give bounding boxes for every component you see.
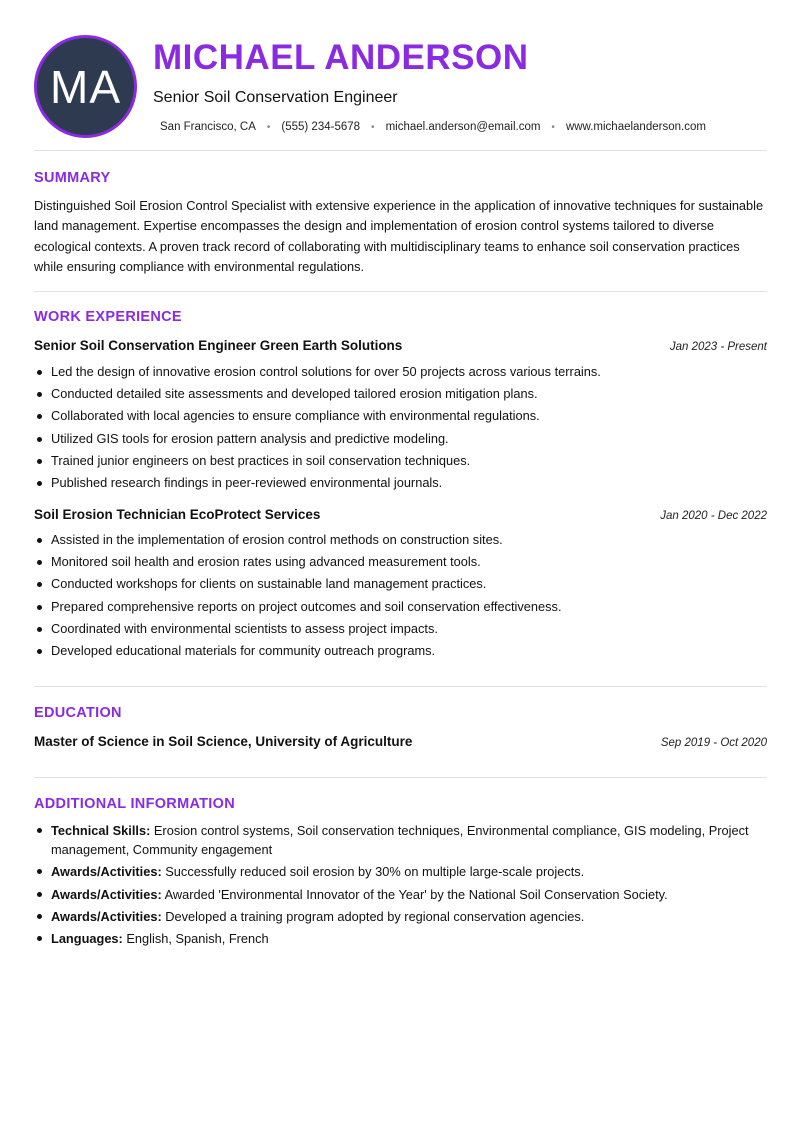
contact-location: San Francisco, CA [160, 121, 256, 133]
list-item [51, 885, 751, 904]
summary-text: Distinguished Soil Erosion Control Specialist with extensive experience in the application of innovative techniques for sustainable land management. Expertise encompasses the design and implementation of erosion control systems tailored to diverse ecological contexts. A proven track record of collaborating with multidisciplinary teams to enhance soil conservation practices while ensuring compliance with environmental regulations. [34, 198, 764, 274]
list-item [51, 862, 751, 881]
section-divider [34, 686, 767, 687]
job-header [34, 338, 767, 353]
job-role: Soil Erosion Technician EcoProtect Services [34, 507, 321, 522]
list-item: Utilized GIS tools for erosion pattern analysis and predictive modeling. [51, 428, 601, 450]
education-heading: EDUCATION [34, 705, 122, 721]
list-item [51, 821, 751, 859]
job-date: Jan 2020 - Dec 2022 [660, 510, 767, 522]
list-item: Trained junior engineers on best practices in soil conservation techniques. [51, 450, 601, 472]
list-item: Coordinated with environmental scientists to assess project impacts. [51, 618, 562, 640]
contact-separator: • [551, 121, 555, 133]
job-bullets [51, 361, 601, 494]
section-divider [34, 291, 767, 292]
contact-separator: • [266, 121, 271, 133]
additional-info-heading: ADDITIONAL INFORMATION [34, 796, 235, 812]
job-bullets [51, 529, 562, 662]
item-label: Languages: [51, 931, 123, 947]
list-item: Conducted detailed site assessments and developed tailored erosion mitigation plans. [51, 383, 601, 405]
candidate-name: MICHAEL ANDERSON [153, 38, 529, 77]
list-item: Assisted in the implementation of erosion control methods on construction sites. [51, 529, 562, 551]
item-text: Erosion control systems, Soil conservation techniques, Environmental compliance, GIS modeling, Project management, Community engagement [51, 823, 749, 857]
item-label: Technical Skills: [51, 823, 151, 838]
contact-email[interactable]: michael.anderson@email.com [385, 121, 541, 133]
list-item: Collaborated with local agencies to ensure compliance with environmental regulations. [51, 405, 601, 427]
list-item: Published research findings in peer-reviewed environmental journals. [51, 472, 601, 494]
contact-bar [160, 121, 706, 133]
section-divider [34, 150, 767, 151]
education-degree: Master of Science in Soil Science, University of Agriculture [34, 734, 413, 749]
contact-website[interactable]: www.michaelanderson.com [565, 121, 706, 133]
contact-phone: (555) 234-5678 [281, 121, 361, 133]
item-text: Awarded 'Environmental Innovator of the Year' by the National Soil Conservation Society. [161, 886, 668, 902]
job-role: Senior Soil Conservation Engineer Green Earth Solutions [34, 338, 403, 353]
list-item: Led the design of innovative erosion control solutions for over 50 projects across various terrains. [51, 361, 601, 383]
item-label: Awards/Activities: [51, 908, 162, 924]
avatar-initials: MA [50, 60, 121, 113]
item-text: Developed a training program adopted by regional conservation agencies. [161, 908, 585, 924]
item-text: Successfully reduced soil erosion by 30% on multiple large-scale projects. [161, 864, 585, 880]
avatar [34, 35, 137, 138]
list-item: Developed educational materials for community outreach programs. [51, 640, 562, 662]
list-item [51, 929, 751, 948]
additional-info-list [51, 821, 751, 951]
item-text: English, Spanish, French [122, 931, 269, 947]
item-label: Awards/Activities: [51, 886, 162, 902]
work-experience-heading: WORK EXPERIENCE [34, 309, 182, 325]
list-item: Conducted workshops for clients on sustainable land management practices. [51, 573, 562, 595]
item-label: Awards/Activities: [51, 864, 162, 880]
candidate-title: Senior Soil Conservation Engineer [153, 89, 398, 106]
job-header [34, 507, 767, 522]
education-date: Sep 2019 - Oct 2020 [660, 737, 767, 749]
list-item [51, 907, 751, 926]
job-date: Jan 2023 - Present [669, 341, 767, 353]
list-item: Prepared comprehensive reports on project outcomes and soil conservation effectiveness. [51, 596, 562, 618]
contact-separator: • [371, 121, 375, 133]
section-divider [34, 777, 767, 778]
summary-heading: SUMMARY [34, 170, 111, 186]
education-entry [34, 734, 767, 749]
list-item: Monitored soil health and erosion rates using advanced measurement tools. [51, 551, 562, 573]
